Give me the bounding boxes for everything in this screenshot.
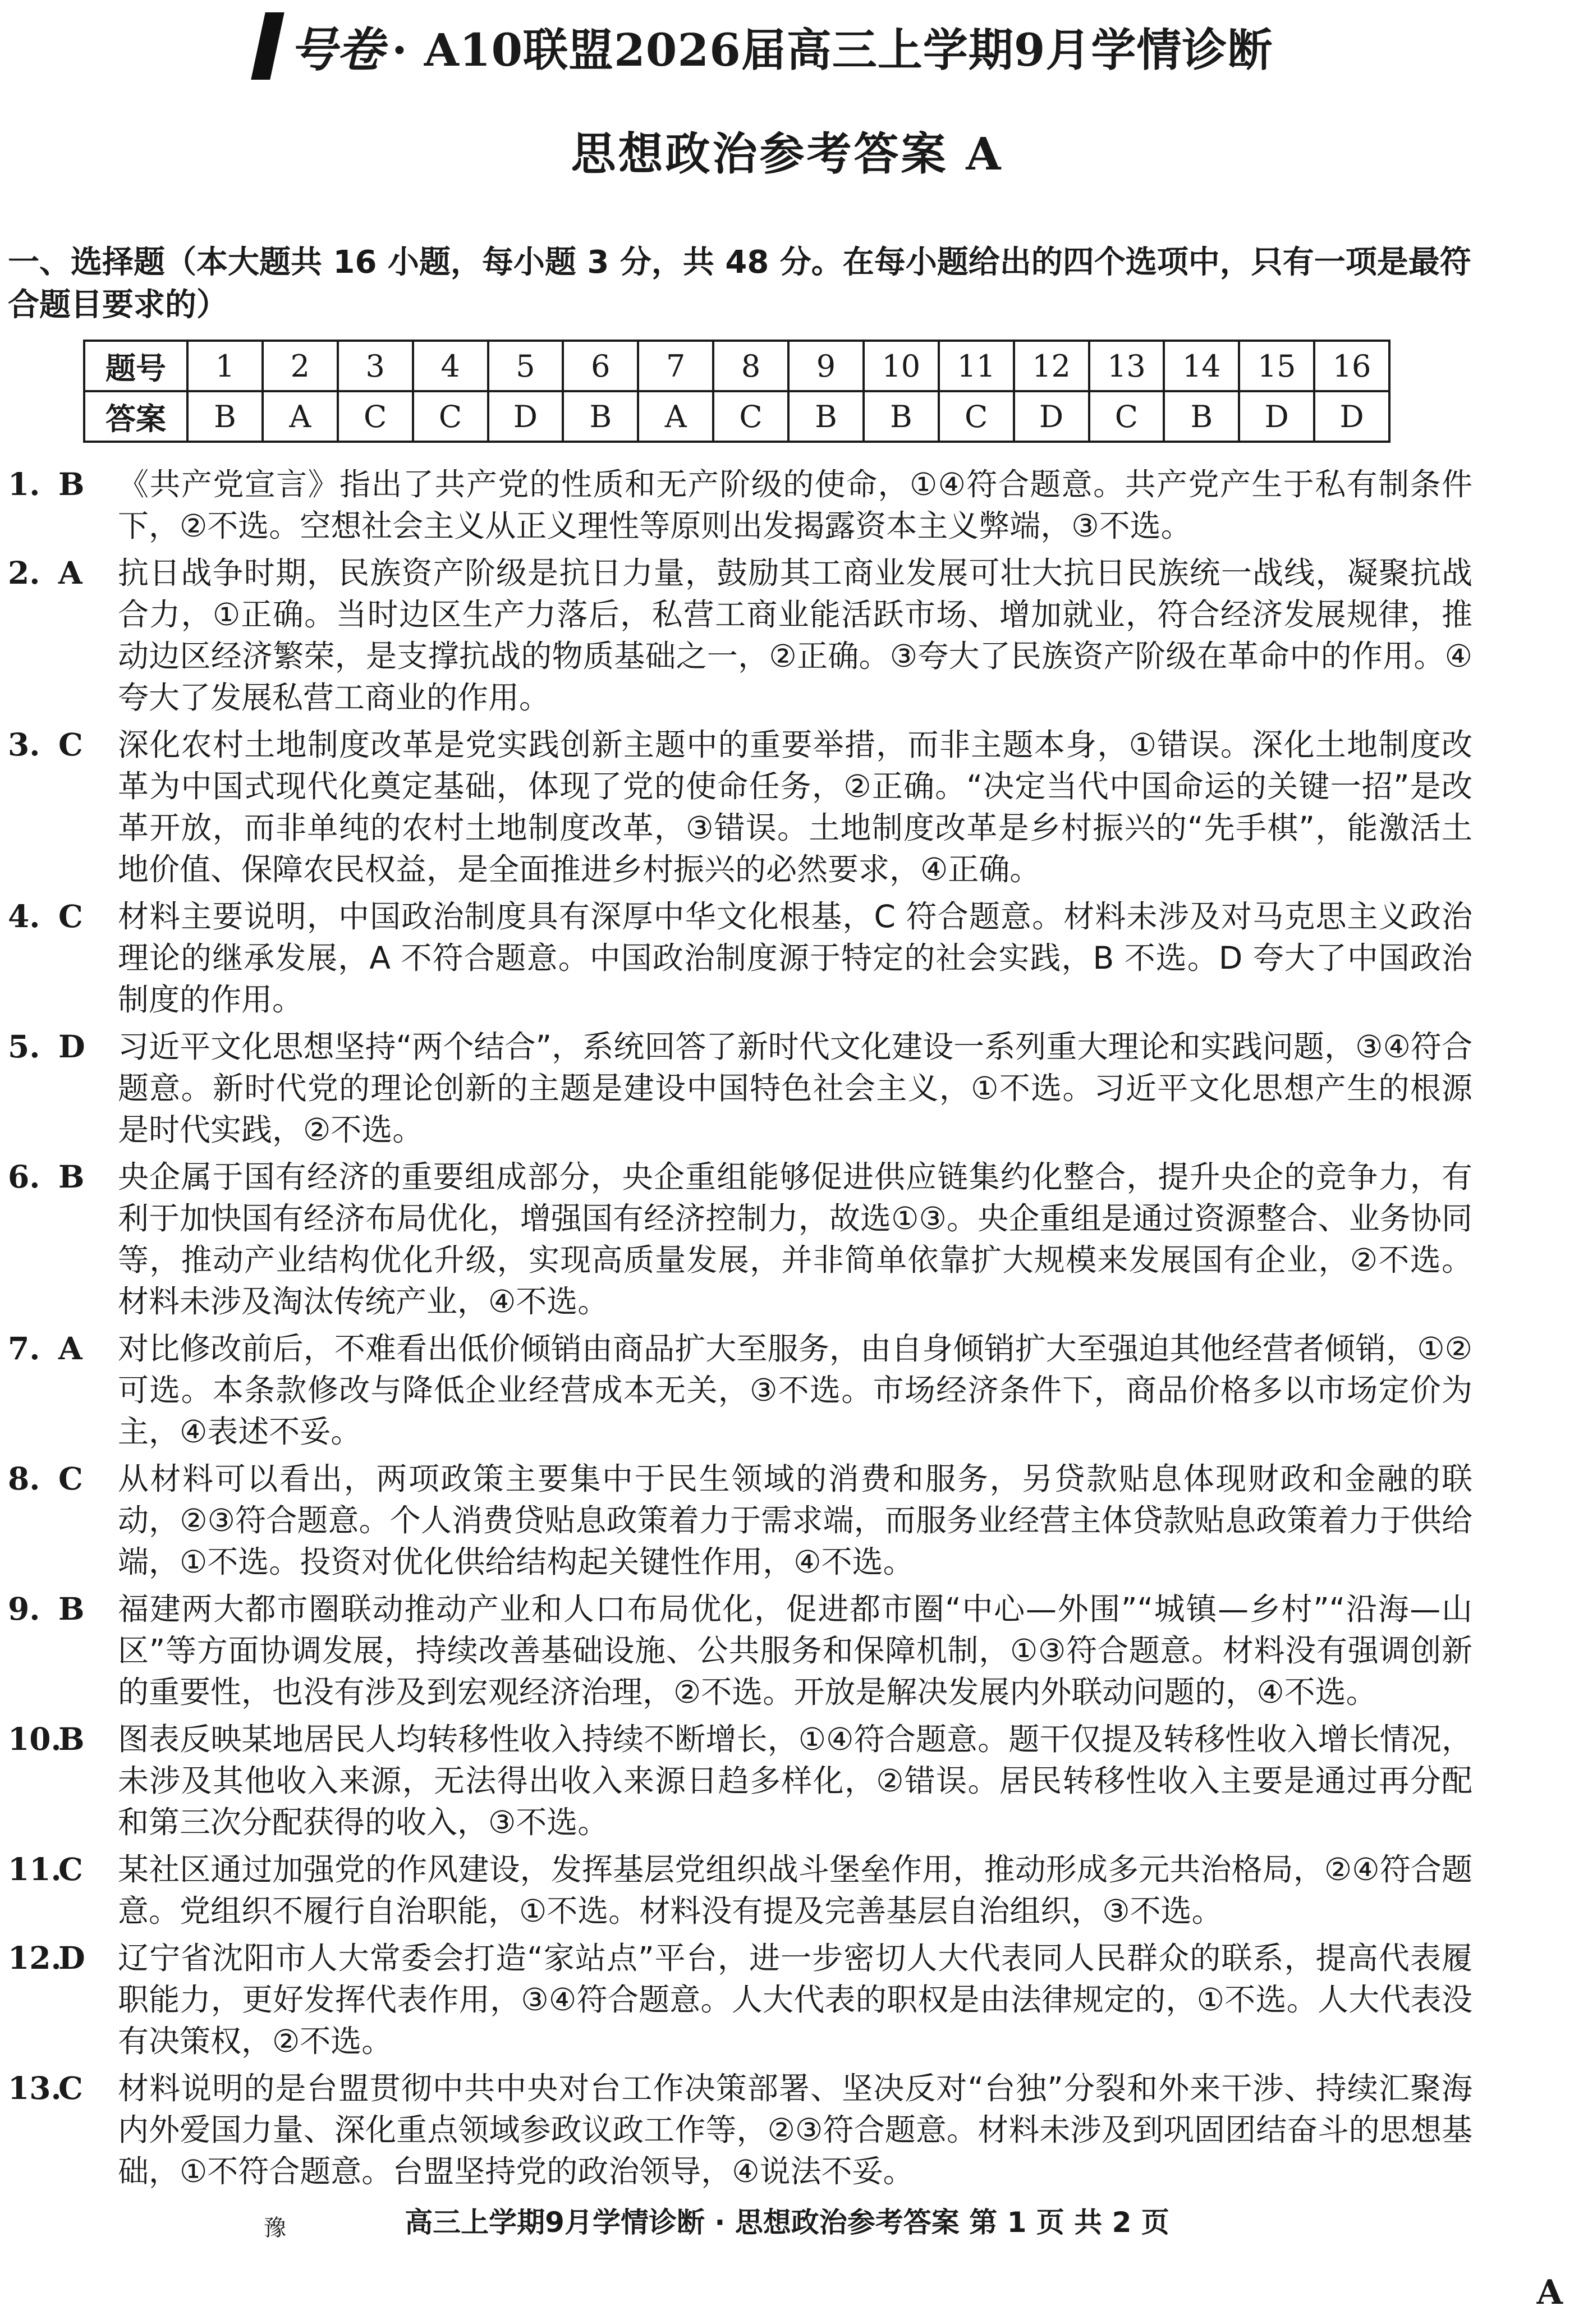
explanation-item <box>8 896 1472 1020</box>
question-number: 13 <box>1089 341 1164 391</box>
item-number: 10. <box>8 1721 62 1757</box>
answer-table-number-row <box>84 341 1389 391</box>
explanation-item <box>8 1849 1472 1932</box>
item-number: 6. <box>8 1158 40 1195</box>
item-answer: C <box>58 1851 83 1887</box>
logo-bar-icon <box>251 12 284 80</box>
question-number: 15 <box>1239 341 1314 391</box>
question-number: 16 <box>1314 341 1389 391</box>
question-number: 1 <box>187 341 263 391</box>
answer-cell: C <box>413 391 488 442</box>
number-row-label: 题号 <box>84 341 187 391</box>
question-number: 12 <box>1014 341 1089 391</box>
item-answer: B <box>58 1158 85 1195</box>
answer-cell: A <box>638 391 713 442</box>
item-answer: D <box>58 1940 85 1976</box>
explanation-item <box>8 1588 1472 1713</box>
item-answer: B <box>58 1721 85 1757</box>
item-answer: B <box>58 466 85 502</box>
explanation-item <box>8 1458 1472 1583</box>
answer-table-answer-row <box>84 391 1389 442</box>
answer-cell: D <box>1014 391 1089 442</box>
item-number: 8. <box>8 1460 40 1497</box>
answer-cell: C <box>713 391 788 442</box>
answer-cell: D <box>1314 391 1389 442</box>
version-letter: A <box>1536 2273 1563 2312</box>
question-number: 9 <box>788 341 864 391</box>
item-number: 2. <box>8 554 40 591</box>
item-number: 11. <box>8 1851 62 1887</box>
item-number: 3. <box>8 726 40 763</box>
item-text: 《共产党宣言》指出了共产党的性质和无产阶级的使命，①④符合题意。共产党产生于私有制条件下，②不选。空想社会主义从正义理性等原则出发揭露资本主义弊端，③不选。 <box>118 466 1472 544</box>
item-text: 央企属于国有经济的重要组成部分，央企重组能够促进供应链集约化整合，提升央企的竞争力，有利于加快国有经济布局优化，增强国有经济控制力，故选①③。央企重组是通过资源整合、业务协同等，推动产业结构优化升级，实现高质量发展，并非简单依靠扩大规模来发展国有企业，②不选。材料未涉及淘汰传统产业，④不选。 <box>118 1159 1472 1319</box>
item-text: 对比修改前后，不难看出低价倾销由商品扩大至服务，由自身倾销扩大至强迫其他经营者倾销，①②可选。本条款修改与降低企业经营成本无关，③不选。市场经济条件下，商品价格多以市场定价为主，④表述不妥。 <box>118 1331 1472 1450</box>
explanation-item <box>8 1328 1472 1452</box>
answer-cell: D <box>488 391 563 442</box>
explanation-list <box>8 464 1472 2198</box>
explanation-item <box>8 1026 1472 1150</box>
answer-cell: B <box>187 391 263 442</box>
question-number: 8 <box>713 341 788 391</box>
question-number: 11 <box>939 341 1014 391</box>
explanation-item <box>8 464 1472 547</box>
item-answer: B <box>58 1590 85 1627</box>
item-answer: C <box>58 2070 83 2106</box>
item-text: 材料说明的是台盟贯彻中共中央对台工作决策部署、坚决反对“台独”分裂和外来干涉、持续汇聚海内外爱国力量、深化重点领域参政议政工作等，②③符合题意。材料未涉及到巩固团结奋斗的思想基础，①不符合题意。台盟坚持党的政治领导，④说法不妥。 <box>118 2070 1472 2189</box>
question-number: 10 <box>864 341 939 391</box>
answer-cell: A <box>263 391 338 442</box>
answer-row-label: 答案 <box>84 391 187 442</box>
explanation-item <box>8 1156 1472 1322</box>
item-number: 9. <box>8 1590 40 1627</box>
explanation-item <box>8 1718 1472 1843</box>
item-number: 5. <box>8 1028 40 1065</box>
page-header <box>258 12 1273 80</box>
item-answer: A <box>58 554 82 591</box>
answer-cell: B <box>864 391 939 442</box>
answer-cell: B <box>563 391 638 442</box>
question-number: 14 <box>1164 341 1239 391</box>
question-number: 4 <box>413 341 488 391</box>
answer-cell: C <box>1089 391 1164 442</box>
exam-title: · A10联盟2026届高三上学期9月学情诊断 <box>392 23 1273 76</box>
item-number: 1. <box>8 466 40 502</box>
item-answer: C <box>58 898 83 934</box>
item-text: 福建两大都市圈联动推动产业和人口布局优化，促进都市圈“中心—外围”“城镇—乡村”“沿海—山区”等方面协调发展，持续改善基础设施、公共服务和保障机制，①③符合题意。材料没有强调创新的重要性，也没有涉及到宏观经济治理，②不选。开放是解决发展内外联动问题的，④不选。 <box>118 1591 1472 1710</box>
answer-cell: B <box>1164 391 1239 442</box>
item-number: 4. <box>8 898 40 934</box>
question-number: 2 <box>263 341 338 391</box>
item-number: 12. <box>8 1940 62 1976</box>
item-text: 某社区通过加强党的作风建设，发挥基层党组织战斗堡垒作用，推动形成多元共治格局，②④符合题意。党组织不履行自治职能，①不选。材料没有提及完善基层自治组织，③不选。 <box>118 1851 1472 1929</box>
answer-cell: C <box>939 391 1014 442</box>
item-text: 图表反映某地居民人均转移性收入持续不断增长，①④符合题意。题干仅提及转移性收入增长情况，未涉及其他收入来源，无法得出收入来源日趋多样化，②错误。居民转移性收入主要是通过再分配和第三次分配获得的收入，③不选。 <box>118 1721 1472 1840</box>
answer-cell: C <box>338 391 413 442</box>
logo-script: 号卷 <box>290 21 384 77</box>
item-answer: C <box>58 1460 83 1497</box>
explanation-item <box>8 552 1472 718</box>
item-answer: A <box>58 1330 82 1367</box>
item-answer: D <box>58 1028 85 1065</box>
question-number: 6 <box>563 341 638 391</box>
document-title: 思想政治参考答案 A <box>571 127 1003 180</box>
item-text: 习近平文化思想坚持“两个结合”，系统回答了新时代文化建设一系列重大理论和实践问题，③④符合题意。新时代党的理论创新的主题是建设中国特色社会主义，①不选。习近平文化思想产生的根源是时代实践，②不选。 <box>118 1029 1472 1148</box>
item-text: 深化农村土地制度改革是党实践创新主题中的重要举措，而非主题本身，①错误。深化土地制度改革为中国式现代化奠定基础，体现了党的使命任务，②正确。“决定当代中国命运的关键一招”是改革开放，而非单纯的农村土地制度改革，③错误。土地制度改革是乡村振兴的“先手棋”，能激活土地价值、保障农民权益，是全面推进乡村振兴的必然要求，④正确。 <box>118 727 1472 887</box>
explanation-item <box>8 2068 1472 2192</box>
question-number: 7 <box>638 341 713 391</box>
answer-cell: B <box>788 391 864 442</box>
question-number: 5 <box>488 341 563 391</box>
explanation-item <box>8 724 1472 890</box>
item-text: 辽宁省沈阳市人大常委会打造“家站点”平台，进一步密切人大代表同人民群众的联系，提高代表履职能力，更好发挥代表作用，③④符合题意。人大代表的职权是由法律规定的，①不选。人大代表没有决策权，②不选。 <box>118 1940 1472 2059</box>
item-text: 材料主要说明，中国政治制度具有深厚中华文化根基，C 符合题意。材料未涉及对马克思主义政治理论的继承发展，A 不符合题意。中国政治制度源于特定的社会实践，B 不选。D 夸大了中国政治制度的作用。 <box>118 899 1472 1017</box>
item-number: 13. <box>8 2070 62 2106</box>
explanation-item <box>8 1937 1472 2062</box>
page-footer: 高三上学期9月学情诊断 · 思想政治参考答案 第 1 页 共 2 页 <box>405 2206 1169 2239</box>
question-number: 3 <box>338 341 413 391</box>
answer-table <box>83 340 1391 443</box>
item-text: 从材料可以看出，两项政策主要集中于民生领域的消费和服务，另贷款贴息体现财政和金融的联动，②③符合题意。个人消费贷贴息政策着力于需求端，而服务业经营主体贷款贴息政策着力于供给端，①不选。投资对优化供给结构起关键性作用，④不选。 <box>118 1461 1472 1580</box>
item-text: 抗日战争时期，民族资产阶级是抗日力量，鼓励其工商业发展可壮大抗日民族统一战线，凝聚抗战合力，①正确。当时边区生产力落后，私营工商业能活跃市场、增加就业，符合经济发展规律，推动边区经济繁荣，是支撑抗战的物质基础之一，②正确。③夸大了民族资产阶级在革命中的作用。④夸大了发展私营工商业的作用。 <box>118 555 1472 716</box>
section-heading: 一、选择题（本大题共 16 小题，每小题 3 分，共 48 分。在每小题给出的四个选项中，只有一项是最符合题目要求的） <box>8 244 1471 323</box>
item-number: 7. <box>8 1330 40 1367</box>
answer-cell: D <box>1239 391 1314 442</box>
footer-region-mark: 豫 <box>264 2215 286 2241</box>
item-answer: C <box>58 726 83 763</box>
